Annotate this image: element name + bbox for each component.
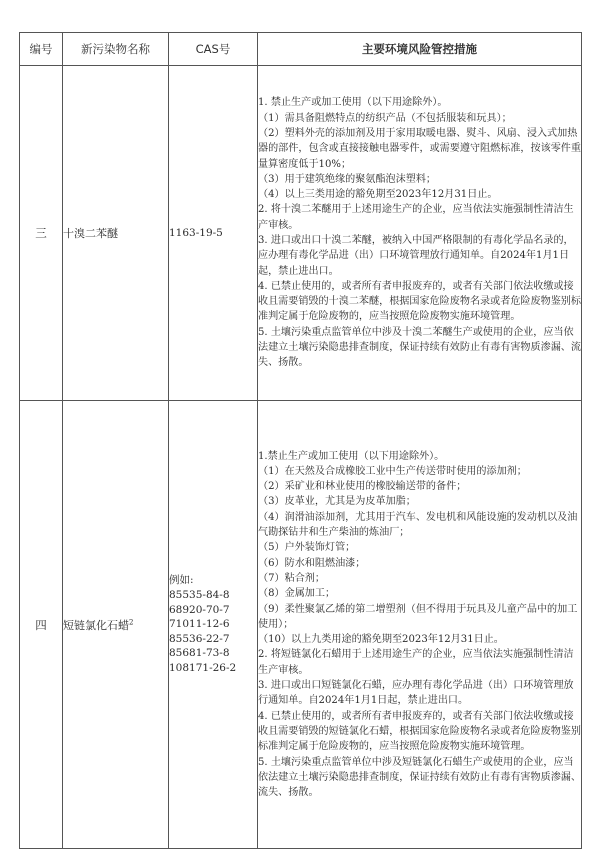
- measure-item: （5）户外装饰灯管；: [258, 542, 356, 554]
- measure-item: （2）塑料外壳的添加剂及用于家用取暖电器、熨斗、风扇、浸入式加热器的部件，包含或直接接触电器零件，或需要遵守阻燃标准，按该零件重量算密度低于10%；: [258, 127, 581, 170]
- measure-item: （10）以上九类用途的豁免期至2023年12月31日止。: [258, 634, 504, 646]
- measure-item: （2）采矿业和林业使用的橡胶输送带的备件；: [258, 481, 467, 493]
- measures-cell: [258, 401, 582, 849]
- pollutant-name-text: 十溴二苯醚: [63, 227, 118, 240]
- pollutant-name: [63, 401, 169, 849]
- header-number: 编号: [20, 33, 63, 66]
- measure-item: 5. 土壤污染重点监管单位中涉及十溴二苯醚生产或使用的企业，应当依法建立土壤污染隐患排查制度，保证持续有效防止有毒有害物质渗漏、流失、扬散。: [258, 326, 581, 369]
- header-pollutant-name: 新污染物名称: [63, 33, 169, 66]
- measure-item: 5. 土壤污染重点监管单位中涉及短链氯化石蜡生产或使用的企业，应当依法建立土壤污染隐患排查制度，保证持续有效防止有毒有害物质渗漏、流失、扬散。: [258, 756, 581, 799]
- measure-item: （7）粘合剂；: [258, 572, 325, 584]
- header-cas: CAS号: [169, 33, 258, 66]
- measure-item: （3）用于建筑绝缘的聚氨酯泡沫塑料；: [258, 173, 437, 185]
- cas-number: 85681-73-8: [169, 647, 230, 660]
- measure-item: （8）金属加工；: [258, 588, 336, 600]
- measure-item: 2. 将短链氯化石蜡用于上述用途生产的企业，应当依法实施强制性清洁生产审核。: [258, 649, 574, 676]
- measure-item: 2. 将十溴二苯醚用于上述用途生产的企业，应当依法实施强制性清洁生产审核。: [258, 204, 574, 231]
- measure-item: 3. 进口或出口短链氯化石蜡，应办理有毒化学品进（出）口环境管理放行通知单。自2024年1月1日起，禁止进出口。: [258, 680, 574, 707]
- measure-item: （1）需具备阻燃特点的纺织产品（不包括服装和玩具）；: [258, 112, 512, 124]
- table-row: [20, 66, 582, 401]
- cas-cell: [169, 66, 258, 401]
- cas-number: 108171-26-2: [169, 661, 237, 674]
- measure-item: （4）以上三类用途的豁免期至2023年12月31日止。: [258, 189, 498, 201]
- measure-item: 4. 已禁止使用的，或者所有者申报废弃的，或者有关部门依法收缴或接收且需要销毁的短链氯化石蜡，根据国家危险废物名录或者危险废物鉴别标准判定属于危险废物的，应当按照危险废物实施环境管理。: [258, 710, 581, 753]
- table-header-row: [20, 33, 582, 66]
- cas-number: 1163-19-5: [169, 226, 223, 239]
- measure-item: （3）皮革业，尤其是为皮革加脂；: [258, 496, 416, 508]
- cas-cell: [169, 401, 258, 849]
- row-number: 四: [20, 401, 63, 849]
- measure-item: （6）防水和阻燃油漆；: [258, 557, 366, 569]
- measure-item: （4）润滑油添加剂，尤其用于汽车、发电机和风能设施的发动机以及油气勘探钻井和生产柴油的炼油厂；: [258, 511, 578, 539]
- measure-item: 3. 进口或出口十溴二苯醚，被纳入中国严格限制的有毒化学品名录的，应办理有毒化学品进（出）口环境管理放行通知单。自2024年1月1日起，禁止进出口。: [258, 235, 574, 277]
- measure-item: （9）柔性聚氯乙烯的第二增塑剂（但不得用于玩具及儿童产品中的加工使用）；: [258, 603, 578, 630]
- cas-example-label: 例如:: [169, 574, 194, 587]
- pollutant-name-text: 短链氯化石蜡: [63, 618, 129, 632]
- cas-number: 85535-84-8: [169, 589, 230, 602]
- measures-cell: [258, 66, 582, 401]
- footnote-marker: 2: [129, 617, 134, 626]
- cas-number: 68920-70-7: [169, 603, 230, 616]
- row-number: 三: [20, 66, 63, 401]
- pollutant-control-table: [19, 32, 582, 849]
- measure-item: 1. 禁止生产或加工使用（以下用途除外）。: [258, 97, 448, 109]
- table-row: [20, 401, 582, 849]
- header-measures: 主要环境风险管控措施: [258, 33, 582, 66]
- measure-item: 1.禁止生产或加工使用（以下用途除外）。: [258, 450, 445, 462]
- measure-item: 4. 已禁止使用的，或者所有者申报废弃的，或者有关部门依法收缴或接收且需要销毁的十溴二苯醚，根据国家危险废物名录或者危险废物鉴别标准判定属于危险废物的，应当按照危险废物实施环境管理。: [258, 280, 581, 323]
- pollutant-name: [63, 66, 169, 401]
- measure-item: （1）在天然及合成橡胶工业中生产传送带时使用的添加剂；: [258, 465, 527, 477]
- cas-number: 71011-12-6: [169, 618, 230, 631]
- cas-number: 85536-22-7: [169, 632, 230, 645]
